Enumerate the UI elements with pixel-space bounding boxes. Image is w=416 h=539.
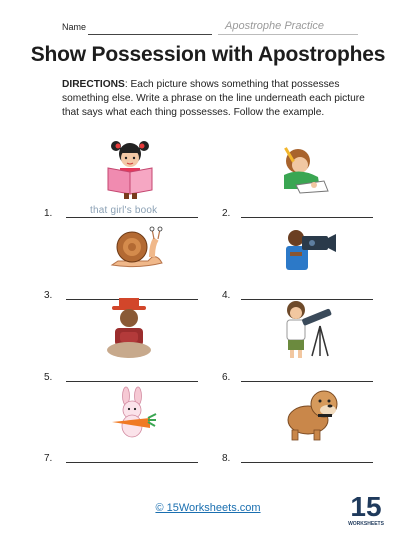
boy-with-hat-icon [106, 298, 152, 358]
girl-reading-book-icon [104, 138, 156, 200]
answer-line-8[interactable] [241, 462, 373, 463]
directions-text: : Each picture shows something that possesses something else. Write a phrase on the line underneath each picture that says what each thing possesses. Follow the example. [62, 79, 365, 118]
bunny-carrot-icon [110, 388, 156, 440]
girl-telescope-icon [280, 300, 336, 358]
snail-icon [108, 225, 164, 271]
header-rule [218, 34, 358, 35]
item-number: 2. [222, 208, 231, 219]
boy-drawing-icon [276, 145, 330, 193]
item-number: 5. [44, 372, 53, 383]
item-number: 3. [44, 290, 53, 301]
boy-video-camera-icon [282, 228, 338, 272]
item-number: 4. [222, 290, 231, 301]
directions [62, 78, 380, 120]
item-number: 1. [44, 208, 53, 219]
name-line[interactable] [88, 34, 212, 35]
name-label: Name [62, 22, 87, 32]
worksheet-subject: Apostrophe Practice [225, 20, 325, 32]
answer-line-7[interactable] [66, 462, 198, 463]
answer-line-5[interactable] [66, 381, 198, 382]
directions-label: DIRECTIONS [62, 79, 125, 90]
logo-number: 15 [350, 491, 382, 522]
example-answer: that girl's book [90, 205, 158, 216]
answer-line-2[interactable] [241, 217, 373, 218]
bulldog-icon [284, 384, 342, 440]
answer-line-1[interactable] [66, 217, 198, 218]
item-number: 7. [44, 453, 53, 464]
item-number: 8. [222, 453, 231, 464]
page-title: Show Possession with Apostrophes [30, 43, 386, 66]
item-number: 6. [222, 372, 231, 383]
logo-text: WORKSHEETS [348, 521, 384, 527]
answer-line-6[interactable] [241, 381, 373, 382]
worksheets-logo [350, 488, 382, 528]
copyright-link[interactable]: © 15Worksheets.com [155, 502, 261, 514]
